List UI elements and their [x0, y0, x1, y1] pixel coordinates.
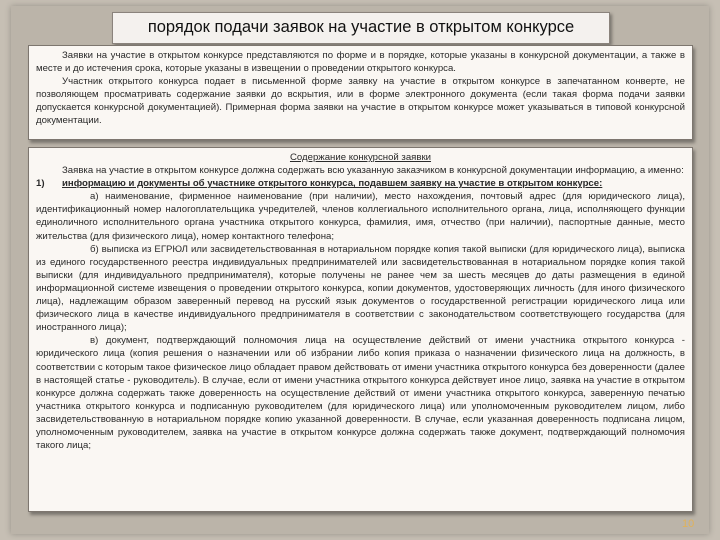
submission-procedure-box — [28, 45, 693, 140]
subitem-a: а) наименование, фирменное наименование (при наличии), место нахождения, почтовый адрес (для юридического лица), идентификационный номер налогоплательщика учредителей, членов коллегиального исполнительного органа, лица, исполняющего функции единоличного исполнительного органа участника открытого конкурса, фамилия, имя, отчество (при наличии), паспортные данные, место жительства (для физического лица), номер контактного телефона; — [36, 191, 685, 242]
subitem-b: б) выписка из ЕГРЮЛ или засвидетельствованная в нотариальном порядке копия такой выписки (для юридического лица), выписка из единого государственного реестра индивидуальных предпринимателей или засвидетельствованная в нотариальном порядке копия такой выписки (для индивидуального предпринимателя), которые получены не ранее чем за шесть месяцев до даты размещения в единой информационной системе извещения о проведении открытого конкурса, копии документов, удостоверяющих личность (для иного физического лица), надлежащим образом заверенный перевод на русский язык документов о государственной регистрации юридического лица или физического лица в качестве индивидуального предпринимателя в соответствии с законодательством соответствующего государства (для иностранного лица); — [36, 243, 685, 334]
page-number: 10 — [682, 518, 695, 530]
section-heading: Содержание конкурсной заявки — [289, 152, 432, 163]
list-item-1-number: 1) — [36, 178, 45, 190]
list-item-1-text: информацию и документы об участнике открытого конкурса, подавшем заявку на участие в открытом конкурсе: — [62, 178, 603, 190]
slide-title: порядок подачи заявок на участие в открытом конкурсе — [112, 12, 610, 44]
paragraph-submission-form: Заявки на участие в открытом конкурсе представляются по форме и в порядке, которые указаны в конкурсной документации, а также в месте и до истечения срока, которые указаны в извещении о проведении открытого конкурса. — [36, 50, 685, 75]
paragraph-intro: Заявка на участие в открытом конкурсе должна содержать всю указанную заказчиком в конкурсной документации информацию, а именно: — [62, 165, 684, 177]
list-item-1 — [36, 177, 685, 190]
paragraph-sealed-envelope: Участник открытого конкурса подает в письменной форме заявку на участие в открытом конкурсе в запечатанном конверте, не позволяющем просматривать содержание заявки до вскрытия, или в форме электронного документа (если такая форма подачи заявки допускается конкурсной документацией). Примерная форма заявки на участие в открытом конкурсе может указываться в типовой конкурсной документации. — [36, 76, 685, 127]
subitem-v: в) документ, подтверждающий полномочия лица на осуществление действий от имени участника открытого конкурса - юридического лица (копия решения о назначении или об избрании либо копия приказа о назначении физического лица на должность, в соответствии с которым такое физическое лицо обладает правом действовать от имени участника открытого конкурса без доверенности (далее в настоящей статье - руководитель). В случае, если от имени участника открытого конкурса действует иное лицо, заявка на участие в открытом конкурсе должна содержать также доверенность на осуществление действий от имени участника открытого конкурса, заверенную печатью участника открытого конкурса и подписанную руководителем (для юридического лица) или уполномоченным руководителем лицом, либо засвидетельствованную в нотариальном порядке копию указанной доверенности. В случае, если указанная доверенность подписана лицом, уполномоченным руководителем, заявка на участие в открытом конкурсе должна содержать также документ, подтверждающий полномочия такого лица; — [36, 335, 685, 452]
application-content-box — [28, 147, 693, 512]
